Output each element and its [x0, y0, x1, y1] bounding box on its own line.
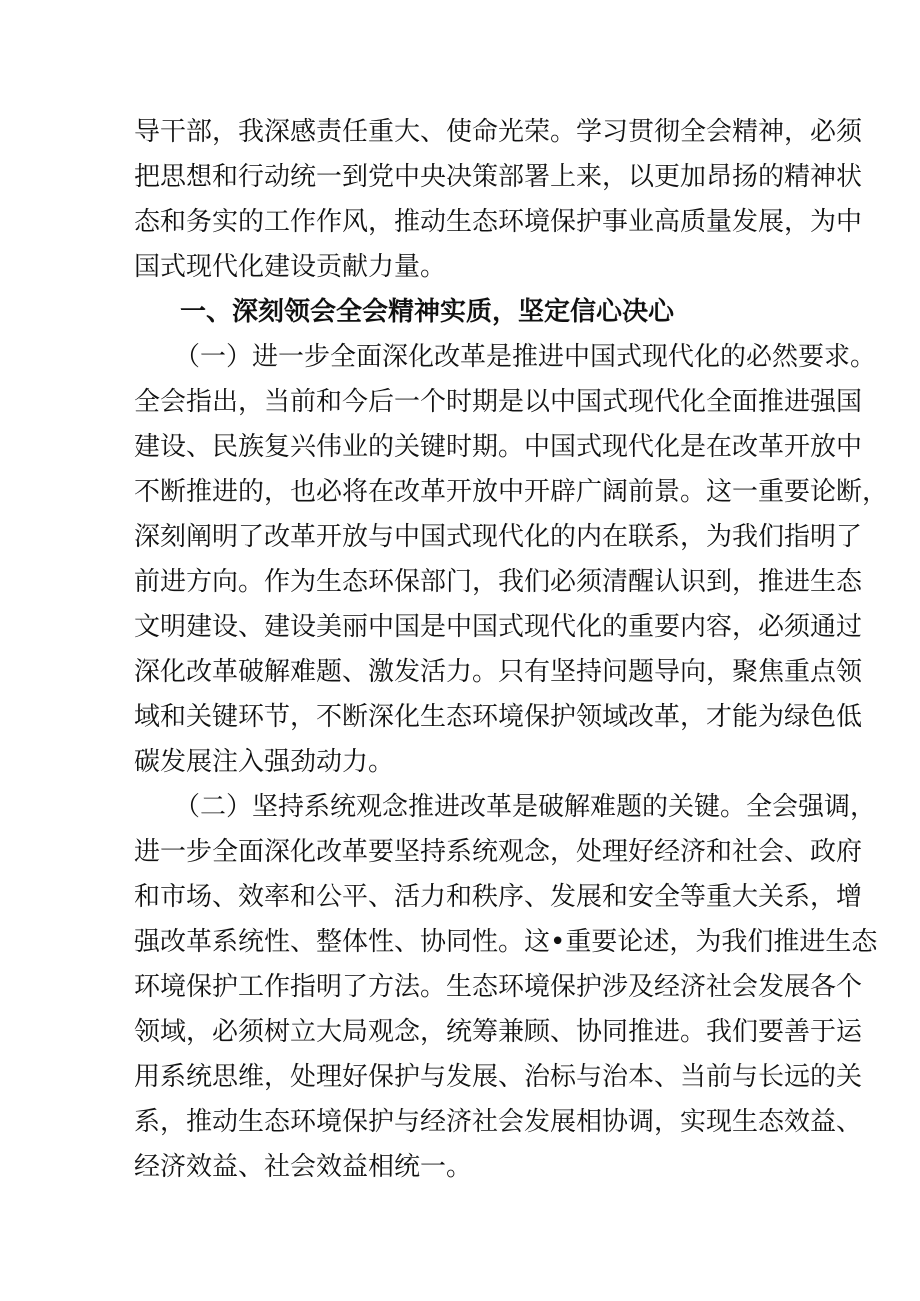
section-heading: 一、深刻领会全会精神实质，坚定信心决心: [180, 297, 675, 327]
paragraph-line: 域和关键环节，不断深化生态环境保护领域改革，才能为绿色低: [134, 702, 863, 732]
paragraph-line: 国式现代化建设贡献力量。: [134, 252, 447, 282]
paragraph-line: 系，推动生态环境保护与经济社会发展相协调，实现生态效益、: [134, 1107, 863, 1137]
paragraph-line: 全会指出，当前和今后一个时期是以中国式现代化全面推进强国: [134, 387, 863, 417]
paragraph-line: 经济效益、社会效益相统一。: [134, 1152, 473, 1182]
paragraph-line: 前进方向。作为生态环保部门，我们必须清醒认识到，推进生态: [134, 567, 863, 597]
paragraph-line: 和市场、效率和公平、活力和秩序、发展和安全等重大关系，增: [134, 882, 863, 912]
paragraph-line: 不断推进的，也必将在改革开放中开辟广阔前景。这一重要论断，: [134, 477, 889, 507]
paragraph-line: 文明建设、建设美丽中国是中国式现代化的重要内容，必须通过: [134, 612, 863, 642]
paragraph-line: 强改革系统性、整体性、协同性。这•重要论述，为我们推进生态: [134, 927, 878, 957]
paragraph-line: 建设、民族复兴伟业的关键时期。中国式现代化是在改革开放中: [134, 432, 863, 462]
paragraph-line: 深刻阐明了改革开放与中国式现代化的内在联系，为我们指明了: [134, 522, 863, 552]
subsection-lead-line: （一）进一步全面深化改革是推进中国式现代化的必然要求。: [174, 342, 877, 372]
paragraph-line: 进一步全面深化改革要坚持系统观念，处理好经济和社会、政府: [134, 837, 863, 867]
paragraph-line: 用系统思维，处理好保护与发展、治标与治本、当前与长远的关: [134, 1062, 863, 1092]
subsection-lead-line: （二）坚持系统观念推进改革是破解难题的关键。全会强调，: [174, 792, 877, 822]
paragraph-line: 把思想和行动统一到党中央决策部署上来，以更加昂扬的精神状: [134, 162, 863, 192]
paragraph-line: 深化改革破解难题、激发活力。只有坚持问题导向，聚焦重点领: [134, 657, 863, 687]
paragraph-line: 态和务实的工作作风，推动生态环境保护事业高质量发展，为中: [134, 207, 863, 237]
paragraph-line: 导干部，我深感责任重大、使命光荣。学习贯彻全会精神，必须: [134, 117, 863, 147]
paragraph-line: 领域，必须树立大局观念，统筹兼顾、协同推进。我们要善于运: [134, 1017, 863, 1047]
paragraph-line: 环境保护工作指明了方法。生态环境保护涉及经济社会发展各个: [134, 972, 863, 1002]
paragraph-line: 碳发展注入强劲动力。: [134, 747, 395, 777]
